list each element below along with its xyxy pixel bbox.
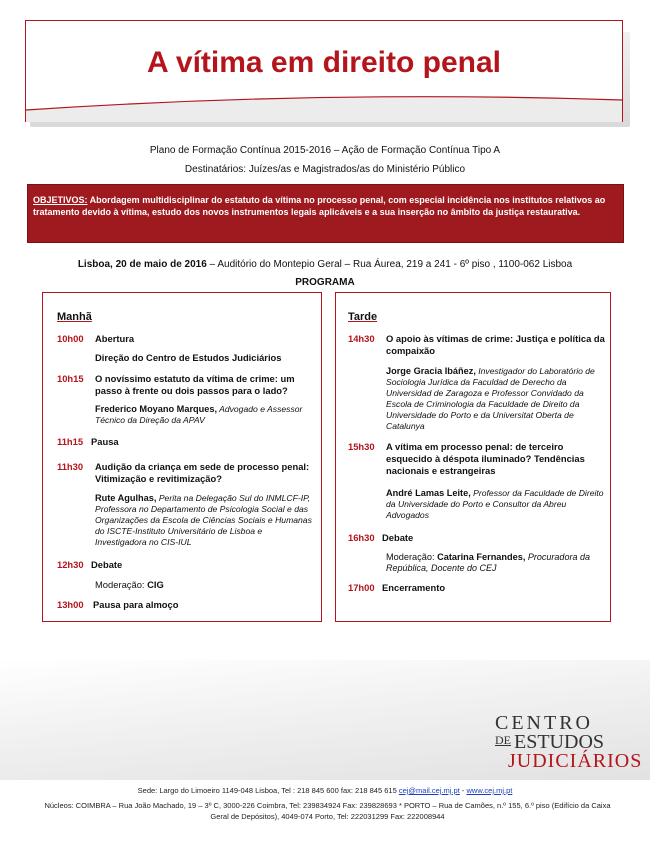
speaker-role: do ISCTE-Instituto Universitário de Lisboa e: [95, 526, 263, 536]
speaker-role: Advogado e Assessor: [217, 404, 303, 414]
training-plan-line: Plano de Formação Contínua 2015-2016 – Ação de Formação Contínua Tipo A: [149, 145, 501, 156]
objectives-box: [27, 184, 624, 243]
event-title-line: nacionais e estrangeiras: [386, 465, 496, 476]
time-label: 16h30: [348, 532, 375, 543]
cej-logo-line3: JUDICIÁRIOS: [508, 750, 643, 772]
speaker-block: [386, 366, 610, 432]
event-title: Debate: [382, 532, 414, 543]
afternoon-heading: Tarde: [348, 311, 378, 323]
moderator-name: CIG: [147, 579, 164, 590]
event-date: Lisboa, 20 de maio de 2016: [77, 259, 207, 270]
speaker-name: André Lamas Leite,: [386, 488, 471, 498]
time-label: 11h15: [57, 436, 84, 447]
time-label: 14h30: [348, 333, 375, 344]
event-title-line: O novíssimo estatuto da vítima de crime: um: [95, 373, 295, 384]
morning-heading: Manhã: [57, 311, 92, 323]
event-title-line: passo à frente ou dois passos para o lado?: [95, 385, 288, 396]
event-title: Debate: [91, 559, 123, 570]
speaker-role: Professora no Departamento de Psicologia Social e das: [95, 504, 309, 514]
moderator-role: Procuradora da: [525, 552, 590, 562]
event-title-line: esquecido à déspota iluminado? Tendências: [386, 453, 585, 464]
website-link[interactable]: www.cej.mj.pt: [466, 786, 513, 795]
speaker-block: [95, 493, 323, 548]
morning-panel: [42, 292, 322, 622]
speaker-role: Advogados: [386, 510, 430, 520]
speaker-role: da Universidade do Porto e Consultor da Abreu: [386, 499, 567, 509]
speaker-name: Direção do Centro de Estudos Judiciários: [95, 352, 282, 363]
audience-line: Destinatários: Juízes/as e Magistrados/as do Ministério Público: [184, 164, 466, 175]
time-label: 12h30: [57, 559, 84, 570]
speaker-role: Catalunya: [386, 421, 425, 431]
objectives-label: OBJETIVOS:: [33, 195, 88, 205]
moderator-label: Moderação:: [95, 579, 148, 590]
banner-swoosh: [26, 92, 622, 122]
moderator-label: Moderação:: [386, 552, 438, 562]
speaker-role: Investigador do Laboratório de: [475, 366, 595, 376]
agenda-item: [348, 333, 610, 359]
event-title-line: O apoio às vítimas de crime: Justiça e política da: [386, 333, 605, 344]
agenda-item: [57, 461, 317, 487]
footer-branches: Núcleos: COIMBRA – Rua João Machado, 19 – 3º C, 3000-226 Coimbra, Tel: 239834924 Fax: 239828693 * PORTO – Rua de Camões, n.º 155, 6.º piso (Edifício da Caixa Geral de Depósitos), 4049-074 Porto, Tel: 222031299 Fax: 222008944: [44, 801, 611, 821]
time-label: 15h30: [348, 441, 375, 452]
event-place: – Auditório do Montepio Geral – Rua Áurea, 219 a 241 - 6º piso , 1100-062 Lisboa: [206, 259, 573, 270]
programa-heading: PROGRAMA: [295, 277, 355, 288]
speaker-role: Universidade do Porto e da Universitat Oberta de: [386, 410, 574, 420]
speaker-block: [95, 404, 320, 426]
event-title: Pausa: [91, 436, 119, 447]
event-title: Abertura: [95, 333, 135, 344]
moderator-line: [386, 552, 610, 574]
cej-logo-de: DE: [495, 733, 511, 747]
speaker-role: Investigadora no CIS-IUL: [95, 537, 192, 547]
location-line: [0, 259, 650, 270]
event-title: Pausa para almoço: [93, 599, 179, 610]
time-label: 10h00: [57, 333, 84, 344]
event-title-line: A vítima em processo penal: de terceiro: [386, 441, 564, 452]
time-label: 10h15: [57, 373, 84, 384]
page-title: A vítima em direito penal: [147, 46, 501, 79]
cej-logo-line1: CENTRO: [495, 712, 593, 734]
event-title: Encerramento: [382, 582, 446, 593]
speaker-name: Rute Agulhas,: [95, 493, 157, 503]
speaker-role: Sociologia Jurídica da Faculdad de Derecho da: [386, 377, 567, 387]
email-link[interactable]: cej@mail.cej.mj.pt: [398, 786, 460, 795]
afternoon-panel: [335, 292, 611, 622]
time-label: 13h00: [57, 599, 84, 610]
speaker-name: Frederico Moyano Marques,: [95, 404, 218, 414]
event-title-line: Vitimização e revitimização?: [95, 473, 222, 484]
speaker-block: [386, 488, 610, 521]
cej-logo-estudos: ESTUDOS: [514, 731, 605, 753]
event-title-line: compaixão: [386, 345, 435, 356]
speaker-role: Organizações da Escola de Ciências Sociais e Humanas: [95, 515, 312, 525]
agenda-item: [348, 441, 610, 479]
time-label: 17h00: [348, 582, 375, 593]
event-title-line: Audição da criança em sede de processo penal:: [95, 461, 310, 472]
agenda-item: [57, 373, 317, 399]
footer-separator: -: [459, 786, 467, 795]
speaker-role: Universidad de Zaragoza e Professor Convidado da: [386, 388, 584, 398]
moderator-role: República, Docente do CEJ: [386, 563, 497, 573]
speaker-role: Perita na Delegação Sul do INMLCF-IP,: [156, 493, 311, 503]
speaker-role: Técnico da Direção da APAV: [95, 415, 205, 425]
moderator-line: [95, 579, 315, 591]
footer-hq: Sede: Largo do Limoeiro 1149-048 Lisboa, Tel : 218 845 600 fax: 218 845 615: [137, 786, 397, 795]
speaker-name: Jorge Gracia Ibáñez,: [386, 366, 476, 376]
speaker-role: Escola de Criminologia da Faculdade de Direito da: [386, 399, 580, 409]
speaker-role: Professor da Faculdade de Direito: [470, 488, 604, 498]
footer-address: [0, 786, 650, 795]
time-label: 11h30: [57, 461, 84, 472]
objectives-text: Abordagem multidisciplinar do estatuto da vítima no processo penal, com especial incidência nos institutos relativos ao tratamento devido à vítima, estudo dos novos instrumentos legais aplicáveis e a sua inserção no âmbito da justiça restaurativa.: [33, 195, 606, 217]
moderator-name: Catarina Fernandes,: [437, 552, 526, 562]
